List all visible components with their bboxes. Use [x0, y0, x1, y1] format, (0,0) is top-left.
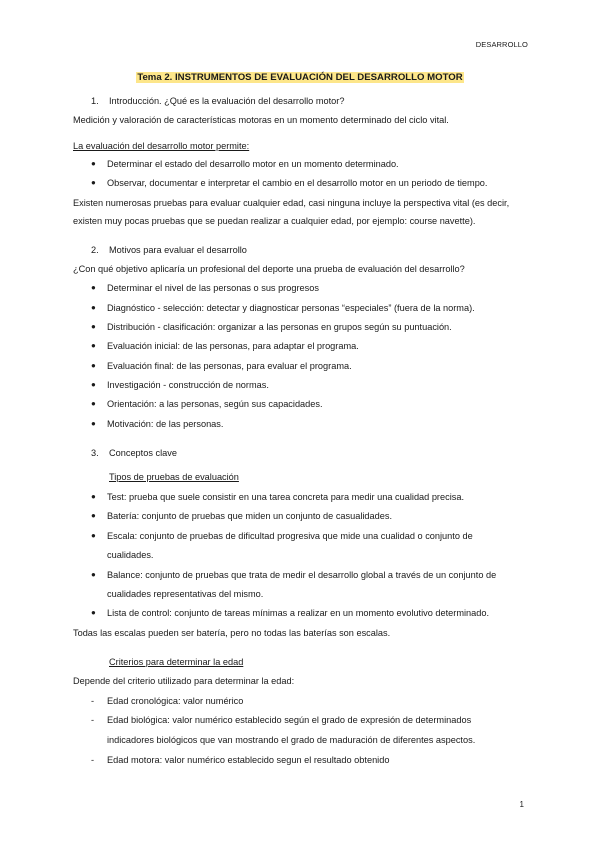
section3-bullet-continuation: cualidades representativas del mismo.: [107, 589, 264, 599]
section3-bullet: Batería: conjunto de pruebas que miden un conjunto de casualidades.: [107, 511, 393, 521]
section2-bullet: Distribución - clasificación: organizar a las personas en grupos según su puntuación.: [107, 322, 452, 332]
criteria-item-continuation: indicadores biológicos que van mostrando el grado de maduración de diferentes aspectos.: [107, 735, 476, 745]
bullet-icon: ●: [91, 531, 96, 540]
criteria-heading-text: Criterios para determinar la edad: [109, 657, 244, 667]
section1-paragraph-line: existen muy pocas pruebas que se puedan realizar a cualquier edad, por ejemplo: course navette).: [73, 216, 476, 226]
page-number: 1: [519, 800, 524, 809]
section2-bullet: Evaluación inicial: de las personas, para adaptar el programa.: [107, 341, 359, 351]
section2-question: ¿Con qué objetivo aplicaría un profesional del deporte una prueba de evaluación del desarrollo?: [73, 264, 465, 274]
bullet-icon: ●: [91, 303, 96, 312]
criteria-item: Edad biológica: valor numérico establecido según el grado de expresión de determinados: [107, 715, 472, 725]
dash-marker: -: [91, 755, 95, 765]
bullet-icon: ●: [91, 341, 96, 350]
section2-bullet: Determinar el nivel de las personas o sus progresos: [107, 283, 319, 293]
bullet-icon: ●: [91, 399, 96, 408]
bullet-icon: ●: [91, 570, 96, 579]
bullet-icon: ●: [91, 178, 96, 187]
section3-number: 3.: [91, 448, 99, 458]
section2-bullet: Motivación: de las personas.: [107, 419, 224, 429]
bullet-icon: ●: [91, 361, 96, 370]
section2-bullet: Diagnóstico - selección: detectar y diagnosticar personas “especiales” (fuera de la norma).: [107, 303, 475, 313]
section3-subheading: [109, 470, 239, 484]
section1-number: 1.: [91, 96, 99, 106]
section3-bullet-continuation: cualidades.: [107, 550, 154, 560]
running-header: DESARROLLO: [475, 40, 528, 49]
section1-subheading-text: La evaluación del desarrollo motor permite:: [73, 141, 250, 151]
dash-marker: -: [91, 696, 95, 706]
page-title-text: Tema 2. INSTRUMENTOS DE EVALUACIÓN DEL DESARROLLO MOTOR: [137, 72, 463, 83]
dash-marker: -: [91, 715, 95, 725]
criteria-heading: [109, 655, 243, 669]
section1-definition: Medición y valoración de características motoras en un momento determinado del ciclo vital.: [73, 115, 449, 125]
page-title: [0, 71, 600, 85]
section3-bullet: Escala: conjunto de pruebas de dificultad progresiva que mide una cualidad o conjunto de: [107, 531, 473, 541]
bullet-icon: ●: [91, 380, 96, 389]
section1-paragraph-line: Existen numerosas pruebas para evaluar cualquier edad, casi ninguna incluye la perspectiva vital (es decir,: [73, 198, 510, 208]
section3-heading: Conceptos clave: [109, 448, 177, 458]
section3-bullet: Test: prueba que suele consistir en una tarea concreta para medir una cualidad precisa.: [107, 492, 464, 502]
bullet-icon: ●: [91, 159, 96, 168]
section3-bullet: Lista de control: conjunto de tareas mínimas a realizar en un momento evolutivo determinado.: [107, 608, 489, 618]
criteria-item: Edad motora: valor numérico establecido segun el resultado obtenido: [107, 755, 390, 765]
criteria-item: Edad cronológica: valor numérico: [107, 696, 244, 706]
section2-bullet: Investigación - construcción de normas.: [107, 380, 269, 390]
section1-subheading: [73, 139, 531, 153]
bullet-icon: ●: [91, 283, 96, 292]
bullet-icon: ●: [91, 492, 96, 501]
bullet-icon: ●: [91, 511, 96, 520]
section3-subheading-text: Tipos de pruebas de evaluación: [109, 472, 239, 482]
section2-bullet: Orientación: a las personas, según sus capacidades.: [107, 399, 323, 409]
section3-bullet: Balance: conjunto de pruebas que trata de medir el desarrollo global a través de un conjunto de: [107, 570, 497, 580]
criteria-intro: Depende del criterio utilizado para determinar la edad:: [73, 676, 295, 686]
section2-bullet: Evaluación final: de las personas, para evaluar el programa.: [107, 361, 352, 371]
section1-bullet: Determinar el estado del desarrollo motor en un momento determinado.: [107, 159, 399, 169]
bullet-icon: ●: [91, 419, 96, 428]
section2-number: 2.: [91, 245, 99, 255]
bullet-icon: ●: [91, 322, 96, 331]
section2-heading: Motivos para evaluar el desarrollo: [109, 245, 247, 255]
section1-bullet: Observar, documentar e interpretar el cambio en el desarrollo motor en un periodo de tiempo.: [107, 178, 488, 188]
section3-closing: Todas las escalas pueden ser batería, pero no todas las baterías son escalas.: [73, 628, 391, 638]
section1-heading: Introducción. ¿Qué es la evaluación del desarrollo motor?: [109, 96, 345, 106]
bullet-icon: ●: [91, 608, 96, 617]
